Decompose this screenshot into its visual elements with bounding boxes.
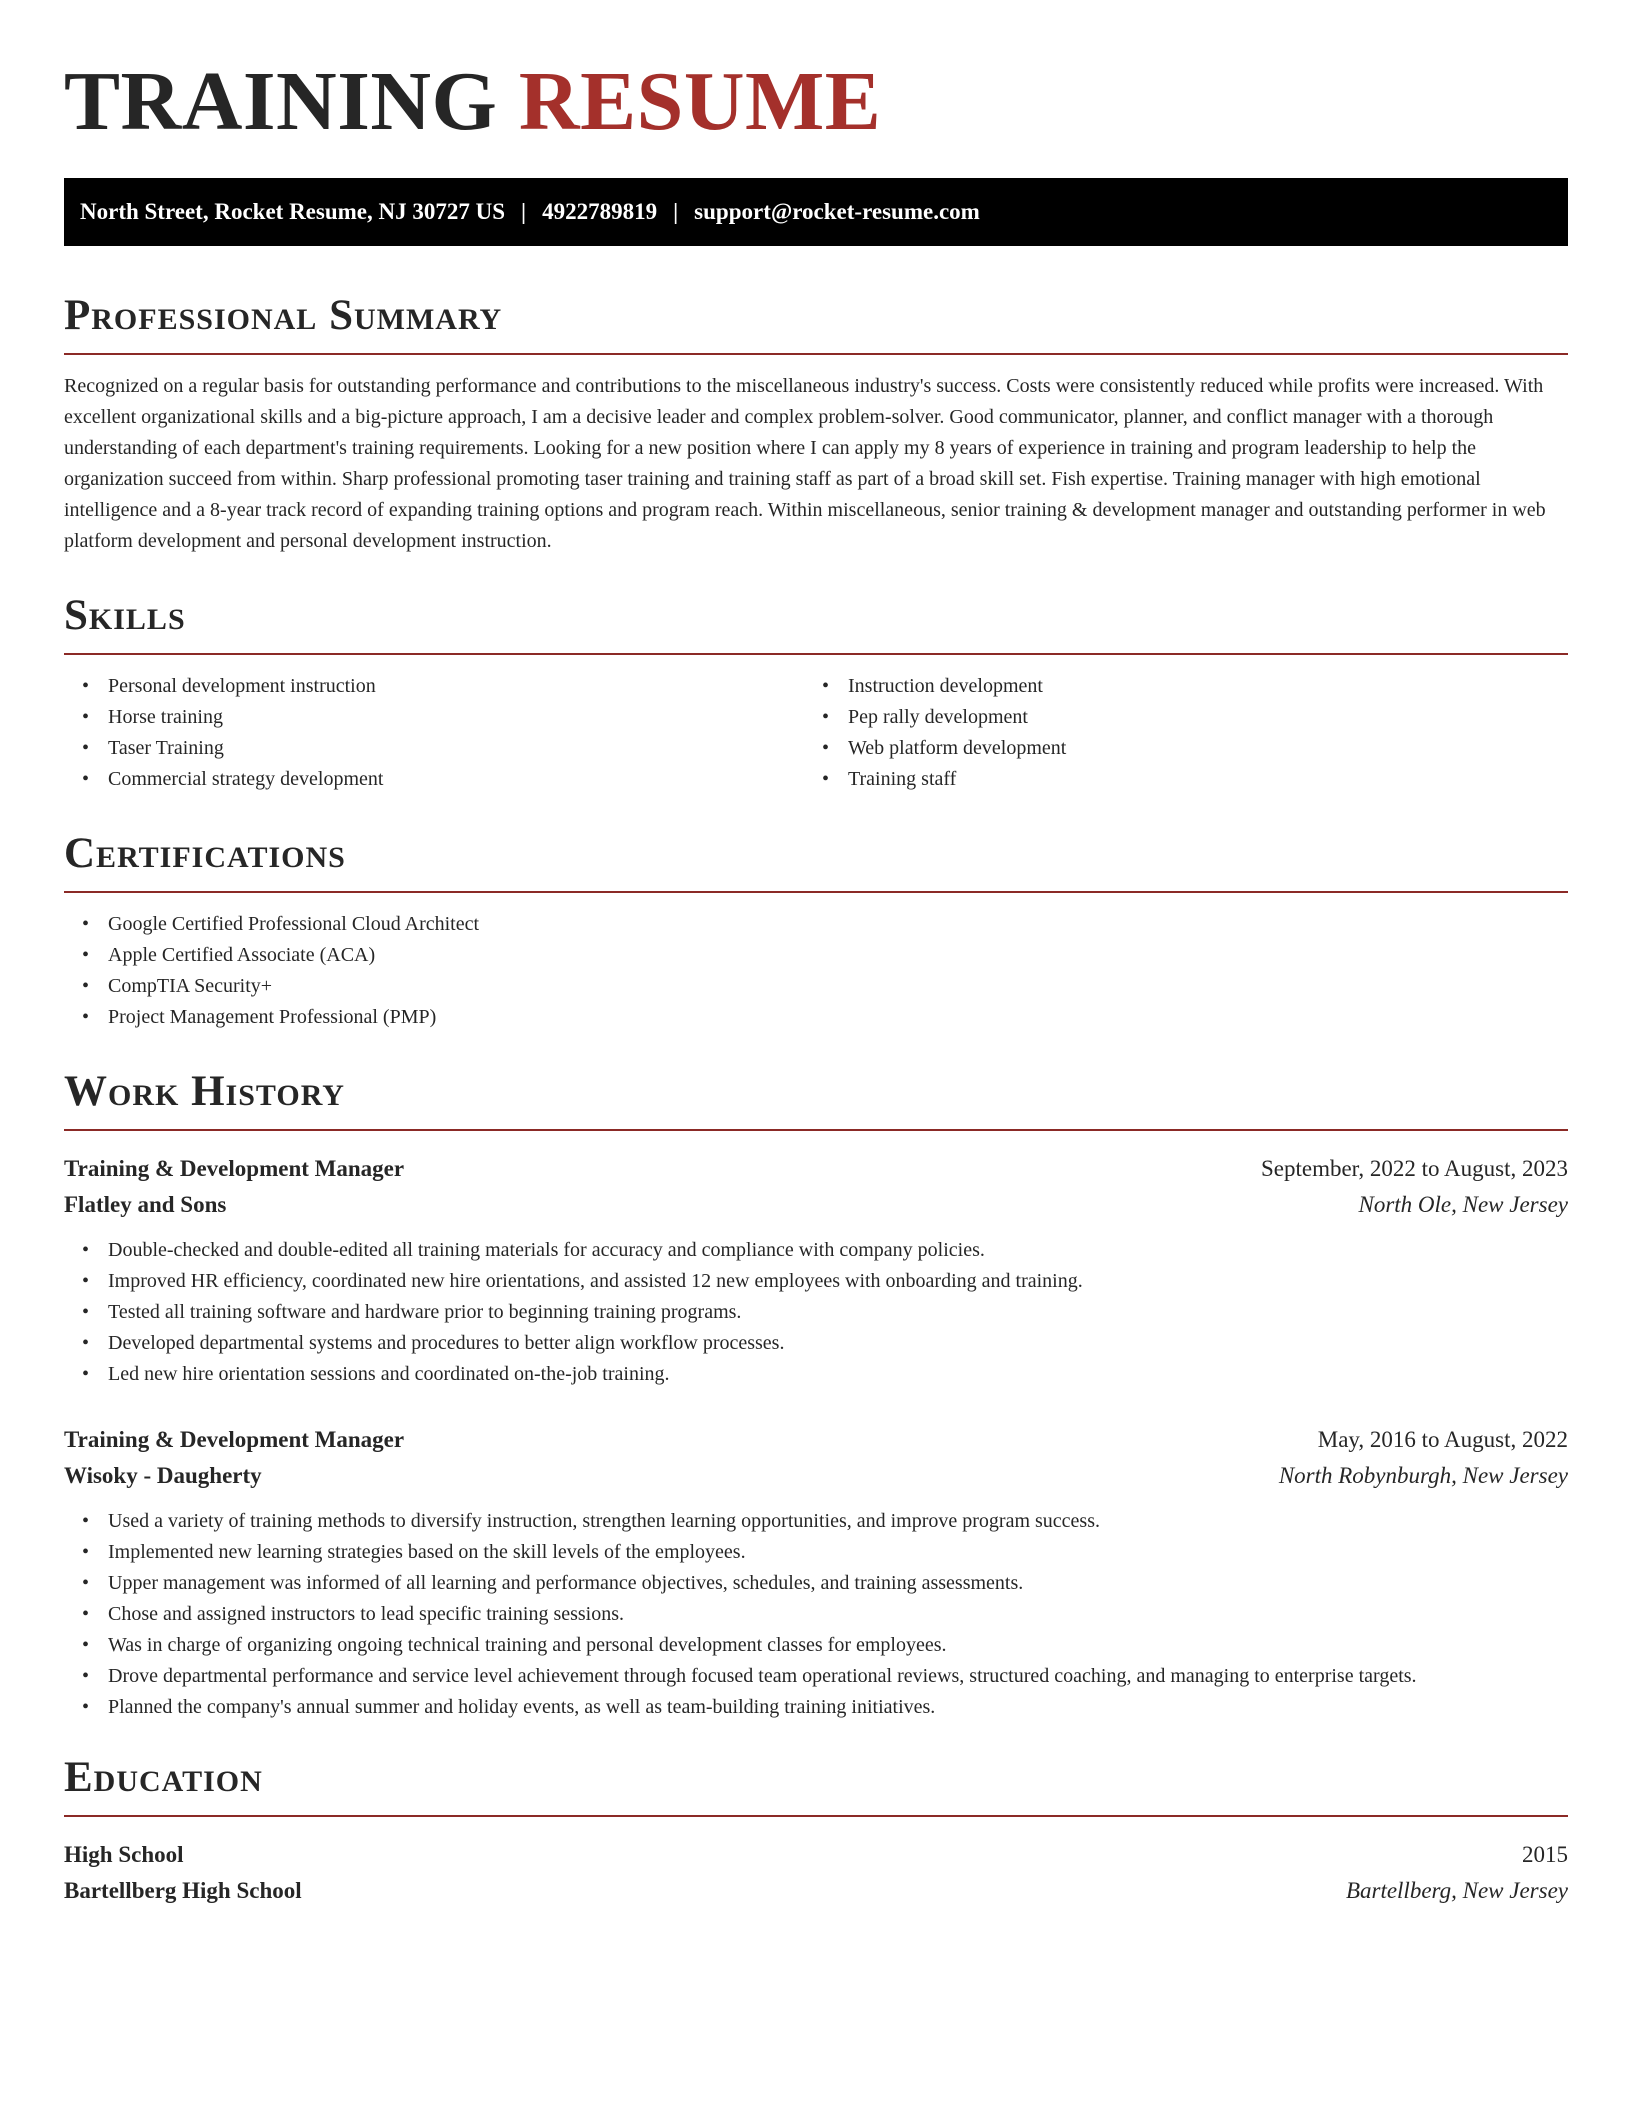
certification-item: • Project Management Professional (PMP) xyxy=(64,1002,1568,1033)
contact-email[interactable]: support@rocket-resume.com xyxy=(694,199,980,224)
job-bullet: • Chose and assigned instructors to lead specific training sessions. xyxy=(64,1599,1568,1630)
skill-item: • Taser Training xyxy=(64,733,804,764)
job-bullet: • Implemented new learning strategies based on the skill levels of the employees. xyxy=(64,1537,1568,1568)
skill-item: • Training staff xyxy=(804,764,1544,795)
job-company-row xyxy=(64,1458,1568,1494)
education-degree: High School xyxy=(64,1842,184,1867)
skill-item: • Web platform development xyxy=(804,733,1544,764)
certifications-heading: Certifications xyxy=(64,829,1568,893)
certifications-section xyxy=(64,829,1568,1033)
job-entry xyxy=(64,1422,1568,1723)
summary-text: Recognized on a regular basis for outstanding performance and contributions to the miscellaneous industry's success. Costs were consistently reduced while profits were increased. With excellent organizational skills and a big-picture approach, I am a decisive leader and complex problem-solver. Good communicator, planner, and conflict manager with a thorough understanding of each department's training requirements. Looking for a new position where I can apply my 8 years of experience in training and program leadership to help the organization succeed from within. Sharp professional promoting taser training and training staff as part of a broad skill set. Fish expertise. Training manager with high emotional intelligence and a 8-year track record of expanding training options and program reach. Within miscellaneous, senior training & development manager and outstanding performer in web platform development and personal development instruction. xyxy=(64,375,1546,552)
skills-column-right xyxy=(804,671,1544,795)
job-bullet: • Planned the company's annual summer and holiday events, as well as team-building training initiatives. xyxy=(64,1692,1568,1723)
job-company-row xyxy=(64,1187,1568,1223)
job-bullet: • Used a variety of training methods to diversify instruction, strengthen learning opportunities, and improve program success. xyxy=(64,1506,1568,1537)
skill-item: • Commercial strategy development xyxy=(64,764,804,795)
education-degree-row xyxy=(64,1837,1568,1873)
contact-address: North Street, Rocket Resume, NJ 30727 US xyxy=(80,199,506,224)
job-bullet: • Tested all training software and hardware prior to beginning training programs. xyxy=(64,1297,1568,1328)
job-title: Training & Development Manager xyxy=(64,1156,405,1181)
name-last: RESUME xyxy=(518,55,882,148)
job-company: Flatley and Sons xyxy=(64,1192,227,1217)
job-location: North Robynburgh, New Jersey xyxy=(1278,1463,1568,1488)
certification-item: • Google Certified Professional Cloud Architect xyxy=(64,909,1568,940)
education-entry xyxy=(64,1837,1568,1909)
job-location: North Ole, New Jersey xyxy=(1358,1192,1568,1217)
certification-item: • CompTIA Security+ xyxy=(64,971,1568,1002)
skills-column-left xyxy=(64,671,804,795)
job-dates: September, 2022 to August, 2023 xyxy=(1260,1156,1568,1181)
name-first: TRAINING xyxy=(64,55,498,148)
job-bullet: • Drove departmental performance and service level achievement through focused team operational reviews, structured coaching, and managing to enterprise targets. xyxy=(64,1661,1568,1692)
contact-separator: | xyxy=(521,199,527,224)
skills-section xyxy=(64,591,1568,795)
work-history-heading: Work History xyxy=(64,1067,1568,1131)
summary-heading: Professional Summary xyxy=(64,291,1568,355)
contact-bar xyxy=(64,178,1568,246)
job-bullet: • Developed departmental systems and procedures to better align workflow processes. xyxy=(64,1328,1568,1359)
certification-item: • Apple Certified Associate (ACA) xyxy=(64,940,1568,971)
contact-separator: | xyxy=(673,199,679,224)
job-bullet: • Upper management was informed of all learning and performance objectives, schedules, and training assessments. xyxy=(64,1568,1568,1599)
work-history-section xyxy=(64,1067,1568,1723)
job-header-row xyxy=(64,1422,1568,1458)
contact-phone: 4922789819 xyxy=(542,199,658,224)
skill-item: • Personal development instruction xyxy=(64,671,804,702)
job-bullet: • Improved HR efficiency, coordinated new hire orientations, and assisted 12 new employees with onboarding and training. xyxy=(64,1266,1568,1297)
resume-name xyxy=(64,52,1568,152)
job-bullet: • Double-checked and double-edited all training materials for accuracy and compliance with company policies. xyxy=(64,1235,1568,1266)
summary-section xyxy=(64,291,1568,557)
skill-item: • Pep rally development xyxy=(804,702,1544,733)
education-location: Bartellberg, New Jersey xyxy=(1345,1878,1568,1903)
skills-grid xyxy=(64,671,1568,795)
education-heading: Education xyxy=(64,1753,1568,1817)
education-section xyxy=(64,1753,1568,1909)
job-entry xyxy=(64,1151,1568,1390)
job-header-row xyxy=(64,1151,1568,1187)
job-dates: May, 2016 to August, 2022 xyxy=(1317,1427,1568,1452)
skill-item: • Instruction development xyxy=(804,671,1544,702)
job-bullet: • Led new hire orientation sessions and coordinated on-the-job training. xyxy=(64,1359,1568,1390)
education-school: Bartellberg High School xyxy=(64,1878,302,1903)
job-title: Training & Development Manager xyxy=(64,1427,405,1452)
education-year: 2015 xyxy=(1522,1842,1568,1867)
job-bullets xyxy=(64,1506,1568,1723)
skill-item: • Horse training xyxy=(64,702,804,733)
job-bullets xyxy=(64,1235,1568,1390)
certifications-list xyxy=(64,909,1568,1033)
skills-heading: Skills xyxy=(64,591,1568,655)
job-bullet: • Was in charge of organizing ongoing technical training and personal development classes for employees. xyxy=(64,1630,1568,1661)
job-company: Wisoky - Daugherty xyxy=(64,1463,262,1488)
education-school-row xyxy=(64,1873,1568,1909)
